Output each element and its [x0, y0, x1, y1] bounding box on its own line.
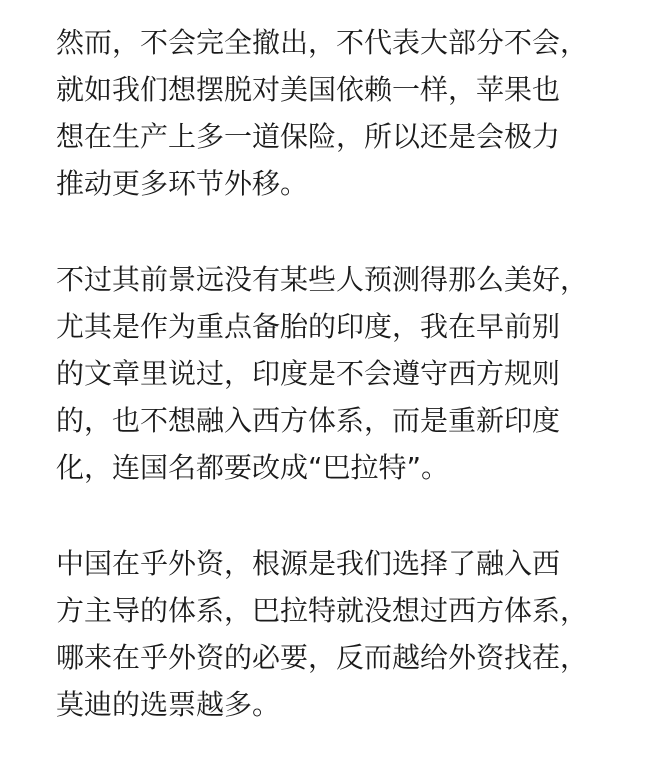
text-line: 方主导的体系，巴拉特就没想过西方体系，: [56, 594, 589, 627]
paragraph-3: [56, 540, 641, 728]
text-line: 想在生产上多一道保险，所以还是会极力: [56, 120, 561, 153]
text-line: 中国在乎外资，根源是我们选择了融入西: [56, 547, 561, 580]
article-body: [56, 0, 641, 777]
text-line: 莫迪的选票越多。: [56, 688, 281, 721]
text-line: 的文章里说过，印度是不会遵守西方规则: [56, 357, 561, 390]
text-line: 推动更多环节外移。: [56, 167, 309, 200]
text-line: 的，也不想融入西方体系，而是重新印度: [56, 404, 561, 437]
text-line: 不过其前景远没有某些人预测得那么美好，: [56, 263, 589, 296]
text-line: 然而，不会完全撤出，不代表大部分不会，: [56, 26, 589, 59]
paragraph-1: [56, 0, 641, 207]
text-line: 尤其是作为重点备胎的印度，我在早前别: [56, 310, 561, 343]
text-line: 就如我们想摆脱对美国依赖一样，苹果也: [56, 73, 561, 106]
text-line: 化，连国名都要改成“巴拉特”。: [56, 451, 450, 484]
text-line: 哪来在乎外资的必要，反而越给外资找茬，: [56, 641, 589, 674]
paragraph-2: [56, 256, 641, 491]
